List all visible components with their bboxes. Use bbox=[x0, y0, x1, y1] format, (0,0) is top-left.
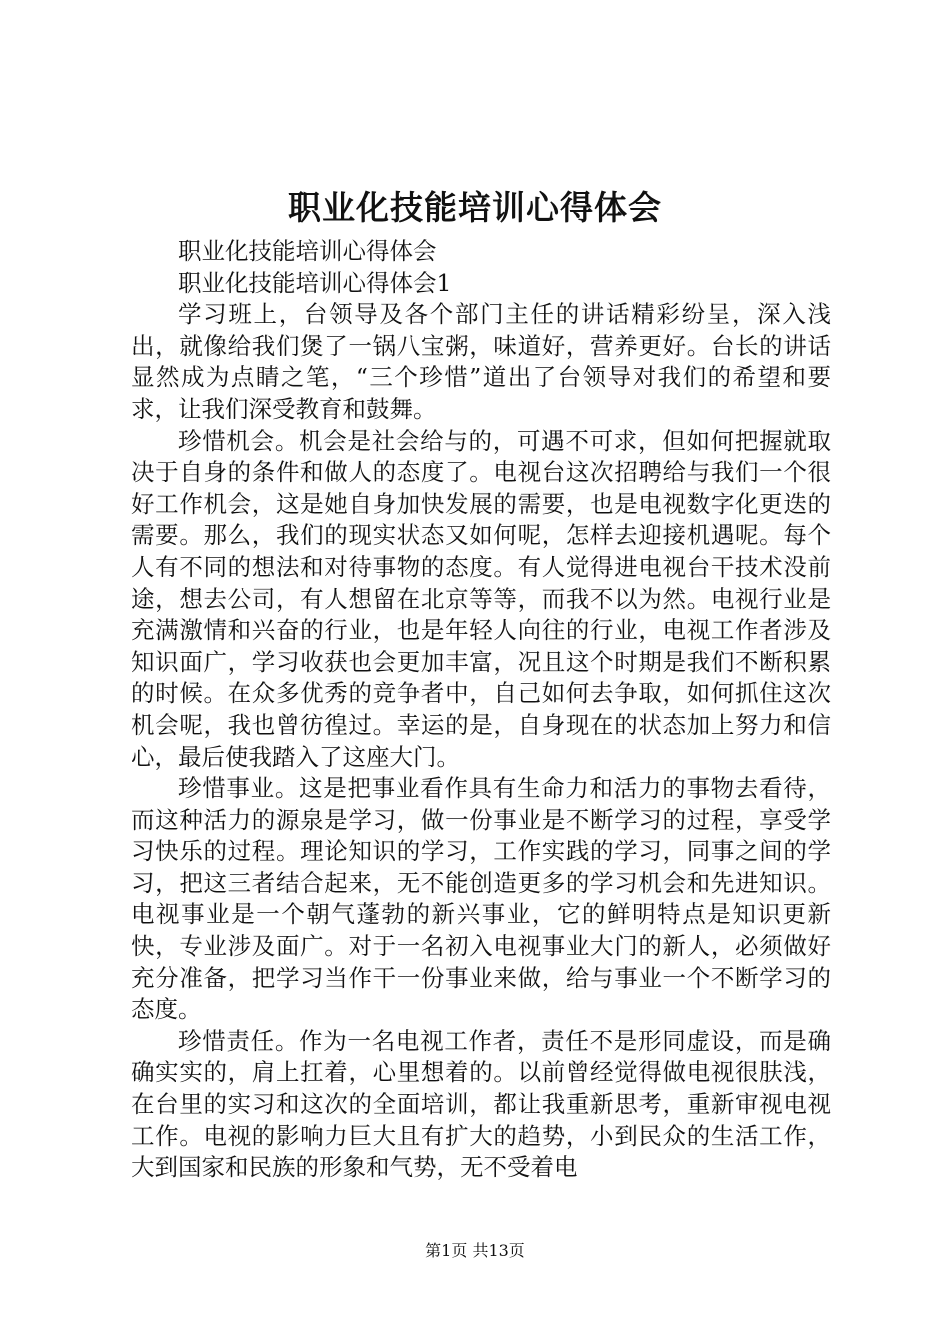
paragraph-career: 珍惜事业。这是把事业看作具有生命力和活力的事物去看待，而这种活力的源泉是学习，做一份事业是不断学习的过程，享受学习快乐的过程。理论知识的学习，工作实践的学习，同事之间的学习，把这三者结合起来，无不能创造更多的学习机会和先进知识。电视事业是一个朝气蓬勃的新兴事业，它的鲜明特点是知识更新快，专业涉及面广。对于一名初入电视事业大门的新人，必须做好充分准备，把学习当作干一份事业来做，给与事业一个不断学习的态度。 bbox=[131, 774, 831, 1024]
paragraph-subheading: 职业化技能培训心得体会1 bbox=[178, 268, 452, 297]
paragraph-intro: 学习班上，台领导及各个部门主任的讲话精彩纷呈，深入浅出，就像给我们煲了一锅八宝粥，味道好，营养更好。台长的讲话显然成为点睛之笔，“三个珍惜”道出了台领导对我们的希望和要求，让我们深受教育和鼓舞。 bbox=[131, 300, 831, 423]
paragraph-responsibility: 珍惜责任。作为一名电视工作者，责任不是形同虚设，而是确确实实的，肩上扛着，心里想着的。以前曾经觉得做电视很肤浅，在台里的实习和这次的全面培训，都让我重新思考，重新审视电视工作。电视的影响力巨大且有扩大的趋势，小到民众的生活工作，大到国家和民族的形象和气势，无不受着电 bbox=[131, 1026, 831, 1182]
paragraph-opportunity: 珍惜机会。机会是社会给与的，可遇不可求，但如何把握就取决于自身的条件和做人的态度了。电视台这次招聘给与我们一个很好工作机会，这是她自身加快发展的需要，也是电视数字化更迭的需要。那么，我们的现实状态又如何呢，怎样去迎接机遇呢。每个人有不同的想法和对待事物的态度。有人觉得进电视台干技术没前途，想去公司，有人想留在北京等等，而我不以为然。电视行业是充满激情和兴奋的行业，也是年轻人向往的行业，电视工作者涉及知识面广，学习收获也会更加丰富，况且这个时期是我们不断积累的时候。在众多优秀的竞争者中，自己如何去争取，如何抓住这次机会呢，我也曾彷徨过。幸运的是，自身现在的状态加上努力和信心，最后使我踏入了这座大门。 bbox=[131, 426, 831, 771]
document-body bbox=[131, 236, 831, 1184]
document-title: 职业化技能培训心得体会 bbox=[288, 188, 662, 227]
paragraph-heading: 职业化技能培训心得体会 bbox=[178, 237, 437, 265]
page-footer: 第1页 共13页 bbox=[425, 1241, 525, 1260]
